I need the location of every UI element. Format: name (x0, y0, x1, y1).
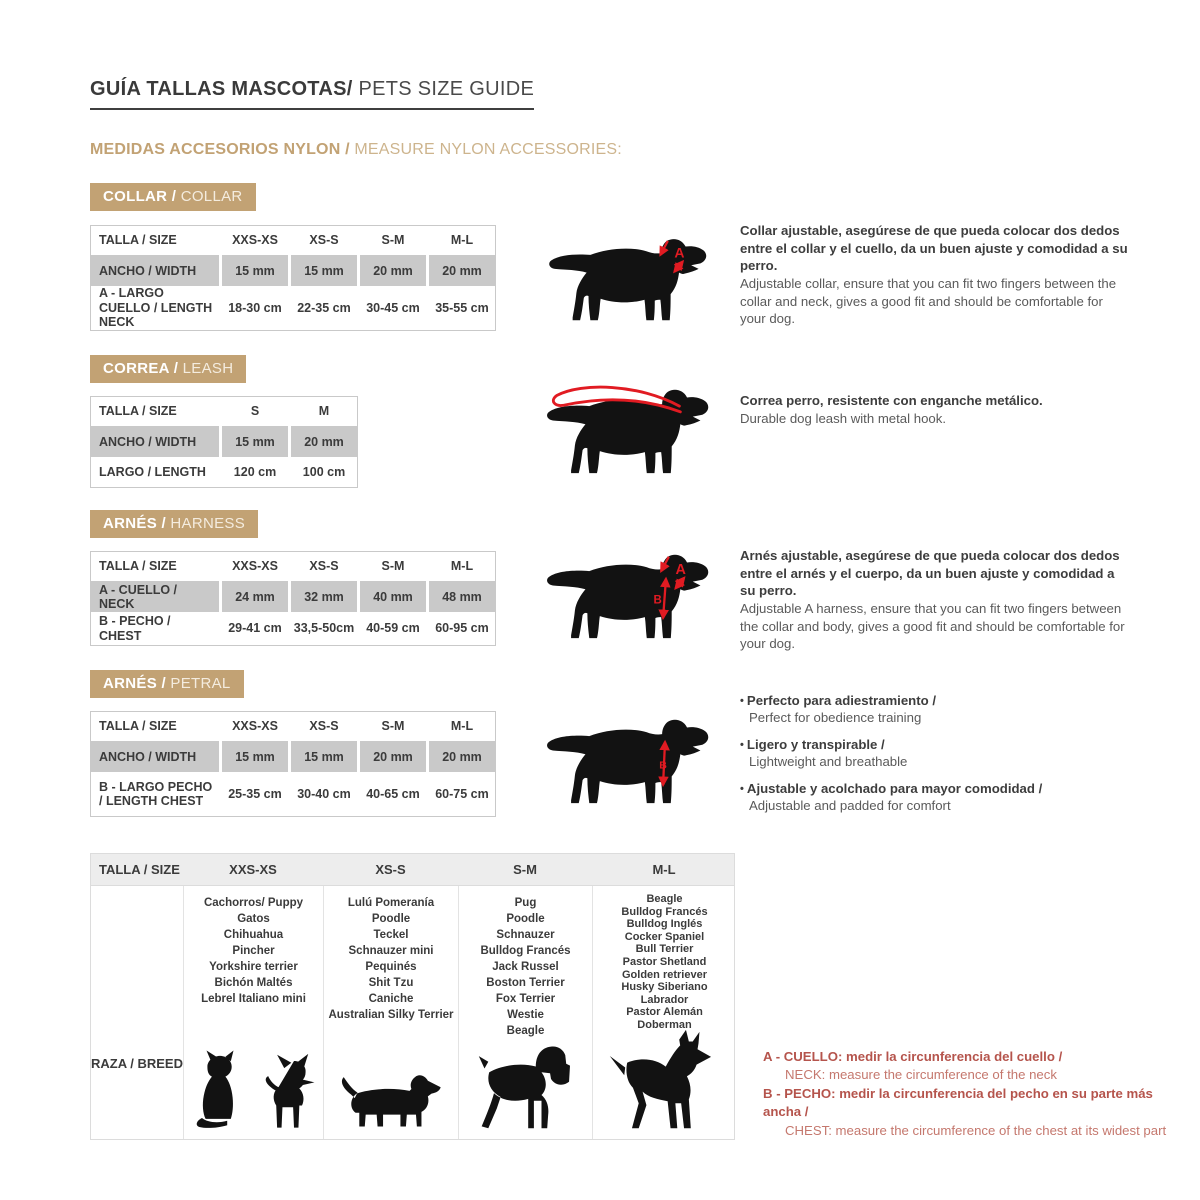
leash-length-label: LARGO / LENGTH (99, 464, 206, 479)
note-neck-es: A - CUELLO: medir la circunferencia del cuello / (763, 1049, 1063, 1064)
petral-width-value: 20 mm (360, 742, 426, 772)
harness-chest-value: 60-95 cm (435, 621, 489, 636)
breed-item: Pincher (232, 945, 275, 957)
breeds-table-body (91, 886, 734, 1139)
petral-bullet-es: • Ajustable y acolchado para mayor comodidad / (740, 780, 1140, 797)
harness-neck-value: 32 mm (291, 582, 357, 612)
leash-badge-es: CORREA / (103, 360, 179, 377)
harness-header-cell: XXS-XS (222, 552, 288, 582)
petral-header-cell: XS-S (291, 712, 357, 742)
petral-width-label: ANCHO / WIDTH (91, 742, 219, 772)
breed-item: Husky Siberiano (621, 981, 708, 994)
note-chest-en: CHEST: measure the circumference of the chest at its widest part (785, 1122, 1167, 1138)
leash-size-table (90, 396, 358, 488)
harness-neck-label: A - CUELLO / NECK (91, 582, 219, 612)
leash-width-value: 15 mm (222, 427, 288, 457)
collar-header-cell: XS-S (291, 226, 357, 256)
breed-item: Pequinés (365, 961, 417, 973)
breed-item: Doberman (637, 1018, 692, 1031)
petral-bullet-en: Lightweight and breathable (749, 754, 908, 770)
harness-header-cell: TALLA / SIZE (91, 552, 219, 582)
breed-item: Poodle (371, 913, 411, 925)
harness-chest-value: 33,5-50cm (293, 621, 355, 636)
petral-bullet (740, 780, 1140, 815)
breed-item: Chihuahua (223, 929, 284, 941)
harness-neck-value: 48 mm (429, 582, 495, 612)
collar-header-cell: XXS-XS (222, 226, 288, 256)
dog-petral-measure-icon (538, 692, 723, 807)
petral-chest-value: 60-75 cm (435, 786, 489, 801)
breed-item: Pug (514, 897, 537, 909)
chihuahua-icon (254, 1053, 318, 1133)
dog-collar-measure-icon (538, 212, 723, 324)
petral-chest-label: B - LARGO PECHO / LENGTH CHEST (99, 779, 213, 808)
harness-neck-value: 40 mm (360, 582, 426, 612)
harness-header-cell: M-L (429, 552, 495, 582)
collar-badge-en: COLLAR (176, 188, 243, 205)
petral-size-table (90, 711, 496, 817)
breed-item: Bichón Maltés (214, 977, 293, 989)
collar-width-label: ANCHO / WIDTH (91, 256, 219, 286)
schnauzer-icon (475, 1039, 570, 1134)
breed-item: Pastor Alemán (626, 1006, 703, 1019)
petral-bullet-en: Adjustable and padded for comfort (749, 798, 951, 814)
leash-header-cell: M (291, 397, 357, 427)
harness-desc-en: Adjustable A harness, ensure that you can fit two fingers between the collar and body, gives a good fit and should be comfortable for your dog. (740, 601, 1125, 652)
breeds-header-cell: M-L (652, 862, 676, 877)
breed-item: Bulldog Francés (480, 945, 571, 957)
harness-chest-value: 40-59 cm (366, 621, 420, 636)
section-subtitle (90, 141, 622, 159)
collar-length-value: 18-30 cm (228, 300, 282, 315)
harness-description (740, 547, 1128, 653)
dachshund-icon (335, 1068, 443, 1132)
petral-width-value: 15 mm (222, 742, 288, 772)
breed-item: Lebrel Italiano mini (201, 993, 306, 1005)
collar-description (740, 222, 1128, 328)
breeds-table-header (91, 854, 734, 886)
doberman-icon (603, 1028, 713, 1136)
petral-bullet (740, 692, 1140, 727)
harness-chest-label: B - PECHO / CHEST (99, 614, 171, 643)
breeds-row-label: RAZA / BREED (91, 1056, 183, 1071)
breed-item: Gatos (237, 913, 270, 925)
petral-width-value: 20 mm (429, 742, 495, 772)
note-neck (763, 1048, 1193, 1085)
collar-badge-es: COLLAR / (103, 188, 177, 205)
collar-size-table (90, 225, 496, 331)
collar-width-value: 15 mm (222, 256, 288, 286)
leash-description (740, 392, 1128, 427)
leash-desc-es: Correa perro, resistente con enganche metálico. (740, 393, 1043, 408)
harness-header-cell: XS-S (291, 552, 357, 582)
petral-bullet-es: • Perfecto para adiestramiento / (740, 692, 1140, 709)
petral-badge (90, 670, 244, 698)
breed-item: Poodle (506, 913, 545, 925)
harness-desc-es: Arnés ajustable, asegúrese de que pueda colocar dos dedos entre el arnés y el cuerpo, da un buen ajuste y comodidad a su perro. (740, 548, 1120, 599)
collar-length-value: 30-45 cm (366, 300, 420, 315)
collar-width-value: 15 mm (291, 256, 357, 286)
breed-item: Caniche (368, 993, 414, 1005)
breed-item: Schnauzer (496, 929, 555, 941)
breed-item: Lulú Pomeranía (347, 897, 435, 909)
dog-leash-icon (538, 362, 723, 477)
collar-width-value: 20 mm (429, 256, 495, 286)
collar-marker-a: A (674, 244, 685, 261)
breeds-header-cell: S-M (513, 862, 537, 877)
leash-length-value: 120 cm (233, 464, 277, 479)
breeds-header-cell: XXS-XS (229, 862, 277, 877)
petral-badge-es: ARNÉS / (103, 675, 166, 692)
leash-badge-en: LEASH (178, 360, 234, 377)
breed-item: Westie (507, 1009, 544, 1021)
subtitle-es: MEDIDAS ACCESORIOS NYLON / (90, 141, 350, 158)
subtitle-en: MEASURE NYLON ACCESSORIES: (349, 141, 622, 158)
petral-header-cell: S-M (360, 712, 426, 742)
breed-item: Fox Terrier (495, 993, 556, 1005)
harness-marker-a: A (675, 561, 686, 578)
collar-length-label: A - LARGO CUELLO / LENGTH NECK (99, 286, 213, 330)
breeds-header-cell: XS-S (375, 862, 406, 877)
leash-header-cell: TALLA / SIZE (91, 397, 219, 427)
leash-desc-en: Durable dog leash with metal hook. (740, 410, 946, 426)
page-title (90, 78, 534, 110)
measuring-notes (763, 1048, 1193, 1140)
petral-header-cell: XXS-XS (222, 712, 288, 742)
breeds-label-column (91, 886, 183, 1139)
breed-item: Labrador (640, 993, 689, 1006)
collar-length-value: 22-35 cm (297, 300, 351, 315)
page-title-es: GUÍA TALLAS MASCOTAS/ (90, 78, 353, 100)
breed-item: Pastor Shetland (622, 955, 707, 968)
note-chest-es: B - PECHO: medir la circunferencia del pecho en su parte más ancha / (763, 1085, 1153, 1120)
harness-neck-value: 24 mm (222, 582, 288, 612)
petral-chest-value: 30-40 cm (297, 786, 351, 801)
petral-header-cell: M-L (429, 712, 495, 742)
leash-width-value: 20 mm (291, 427, 357, 457)
harness-size-table (90, 551, 496, 646)
petral-chest-value: 40-65 cm (366, 786, 420, 801)
petral-marker-b: B (659, 759, 667, 772)
breeds-header-cell: TALLA / SIZE (99, 862, 180, 877)
note-chest (763, 1085, 1193, 1140)
collar-desc-es: Collar ajustable, asegúrese de que pueda colocar dos dedos entre el collar y el cuello, da un buen ajuste y comodidad a su perro. (740, 223, 1128, 274)
harness-header-cell: S-M (360, 552, 426, 582)
petral-header-cell: TALLA / SIZE (91, 712, 219, 742)
collar-width-value: 20 mm (360, 256, 426, 286)
breed-item: Beagle (506, 1025, 545, 1037)
petral-bullet (740, 736, 1140, 771)
breeds-table (90, 853, 735, 1140)
cat-icon (193, 1049, 247, 1133)
note-neck-en: NECK: measure the circumference of the neck (785, 1067, 1057, 1083)
breed-item: Bull Terrier (635, 943, 694, 956)
dog-harness-measure-icon (538, 527, 723, 642)
petral-width-value: 15 mm (291, 742, 357, 772)
page-title-en: PETS SIZE GUIDE (352, 78, 535, 100)
collar-header-cell: M-L (429, 226, 495, 256)
breed-item: Bulldog Inglés (626, 918, 703, 931)
harness-badge (90, 510, 258, 538)
leash-header-cell: S (222, 397, 288, 427)
petral-badge-en: PETRAL (165, 675, 231, 692)
breed-item: Cachorros/ Puppy (203, 897, 304, 909)
collar-badge (90, 183, 256, 211)
collar-header-cell: S-M (360, 226, 426, 256)
collar-desc-en: Adjustable collar, ensure that you can fit two fingers between the collar and neck, gives a good fit and should be comfortable for your dog. (740, 276, 1117, 327)
breed-item: Cocker Spaniel (624, 930, 705, 943)
breed-item: Boston Terrier (486, 977, 565, 989)
harness-marker-b: B (653, 594, 662, 607)
leash-width-label: ANCHO / WIDTH (91, 427, 219, 457)
breed-item: Teckel (373, 929, 409, 941)
petral-feature-list (740, 692, 1140, 824)
breed-item: Bulldog Francés (621, 905, 708, 918)
breed-item: Golden retriever (622, 968, 707, 981)
petral-bullet-en: Perfect for obedience training (749, 710, 922, 726)
breed-item: Yorkshire terrier (209, 961, 298, 973)
leash-badge (90, 355, 246, 383)
collar-header-cell: TALLA / SIZE (91, 226, 219, 256)
leash-length-value: 100 cm (302, 464, 346, 479)
breed-item: Schnauzer mini (348, 945, 434, 957)
breed-item: Shit Tzu (368, 977, 414, 989)
harness-chest-value: 29-41 cm (228, 621, 282, 636)
petral-bullet-es: • Ligero y transpirable / (740, 736, 1140, 753)
breed-item: Beagle (646, 893, 683, 905)
harness-badge-es: ARNÉS / (103, 515, 166, 532)
petral-chest-value: 25-35 cm (228, 786, 282, 801)
harness-badge-en: HARNESS (165, 515, 246, 532)
breed-item: Jack Russel (492, 961, 559, 973)
collar-length-value: 35-55 cm (435, 300, 489, 315)
breed-item: Australian Silky Terrier (328, 1009, 454, 1021)
